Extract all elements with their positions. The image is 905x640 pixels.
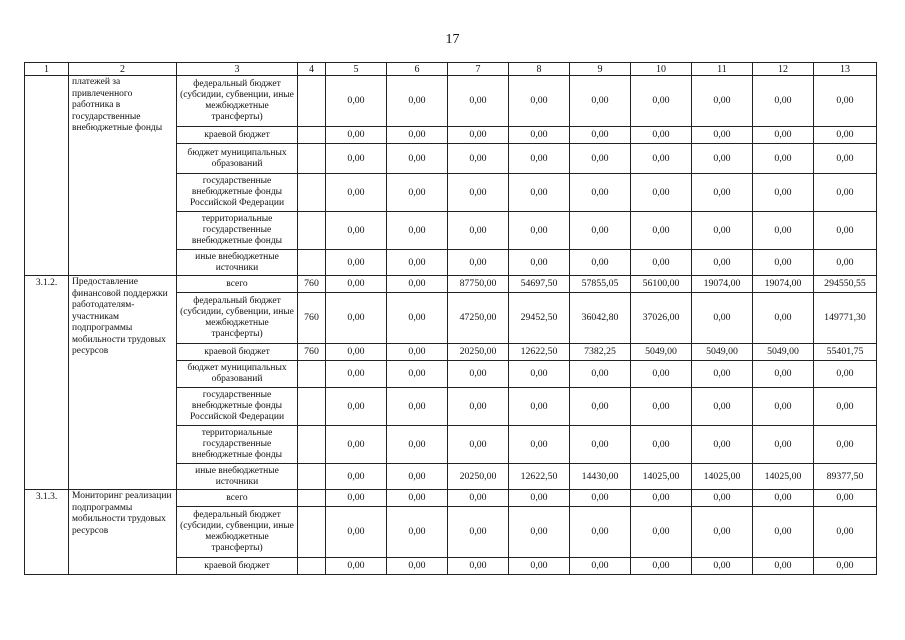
cell-col-7: 0,00 bbox=[448, 144, 509, 174]
item-name: Предоставление финансовой поддержки работодателям-участникам подпрограммы мобильности трудовых ресурсов bbox=[69, 276, 177, 490]
cell-col-12: 0,00 bbox=[753, 361, 814, 388]
cell-col-7: 0,00 bbox=[448, 76, 509, 127]
cell-col-4 bbox=[298, 361, 326, 388]
cell-col-10: 0,00 bbox=[631, 76, 692, 127]
funding-source: краевой бюджет bbox=[177, 127, 298, 144]
cell-col-8: 0,00 bbox=[509, 212, 570, 250]
column-header-6: 6 bbox=[387, 63, 448, 76]
cell-col-4 bbox=[298, 558, 326, 575]
cell-col-11: 0,00 bbox=[692, 426, 753, 464]
header-row bbox=[25, 63, 877, 76]
cell-col-6: 0,00 bbox=[387, 127, 448, 144]
cell-col-9: 57855,05 bbox=[570, 276, 631, 293]
cell-col-12: 0,00 bbox=[753, 250, 814, 276]
cell-col-12: 5049,00 bbox=[753, 344, 814, 361]
cell-col-8: 0,00 bbox=[509, 426, 570, 464]
cell-col-6: 0,00 bbox=[387, 361, 448, 388]
cell-col-8: 0,00 bbox=[509, 250, 570, 276]
cell-col-8: 0,00 bbox=[509, 388, 570, 426]
cell-col-5: 0,00 bbox=[326, 490, 387, 507]
cell-col-6: 0,00 bbox=[387, 212, 448, 250]
cell-col-13: 0,00 bbox=[814, 127, 877, 144]
cell-col-9: 0,00 bbox=[570, 507, 631, 558]
cell-col-9: 0,00 bbox=[570, 426, 631, 464]
cell-col-6: 0,00 bbox=[387, 388, 448, 426]
cell-col-4 bbox=[298, 250, 326, 276]
funding-source: территориальные государственные внебюджетные фонды bbox=[177, 212, 298, 250]
cell-col-4 bbox=[298, 464, 326, 490]
funding-source: иные внебюджетные источники bbox=[177, 464, 298, 490]
column-header-13: 13 bbox=[814, 63, 877, 76]
cell-col-4 bbox=[298, 76, 326, 127]
cell-col-9: 0,00 bbox=[570, 388, 631, 426]
cell-col-4 bbox=[298, 507, 326, 558]
cell-col-13: 0,00 bbox=[814, 490, 877, 507]
cell-col-9: 0,00 bbox=[570, 490, 631, 507]
cell-col-10: 0,00 bbox=[631, 490, 692, 507]
cell-col-8: 0,00 bbox=[509, 76, 570, 127]
cell-col-7: 47250,00 bbox=[448, 293, 509, 344]
cell-col-12: 0,00 bbox=[753, 558, 814, 575]
cell-col-6: 0,00 bbox=[387, 490, 448, 507]
table-row bbox=[25, 76, 877, 127]
cell-col-13: 0,00 bbox=[814, 558, 877, 575]
cell-col-10: 0,00 bbox=[631, 144, 692, 174]
cell-col-12: 0,00 bbox=[753, 174, 814, 212]
funding-source: федеральный бюджет (субсидии, субвенции, иные межбюджетные трансферты) bbox=[177, 76, 298, 127]
cell-col-5: 0,00 bbox=[326, 507, 387, 558]
cell-col-4 bbox=[298, 490, 326, 507]
cell-col-5: 0,00 bbox=[326, 293, 387, 344]
cell-col-11: 0,00 bbox=[692, 212, 753, 250]
cell-col-9: 0,00 bbox=[570, 361, 631, 388]
cell-col-6: 0,00 bbox=[387, 293, 448, 344]
funding-source: территориальные государственные внебюджетные фонды bbox=[177, 426, 298, 464]
cell-col-7: 0,00 bbox=[448, 490, 509, 507]
cell-col-11: 0,00 bbox=[692, 174, 753, 212]
cell-col-8: 29452,50 bbox=[509, 293, 570, 344]
cell-col-7: 0,00 bbox=[448, 558, 509, 575]
cell-col-11: 0,00 bbox=[692, 293, 753, 344]
cell-col-10: 0,00 bbox=[631, 174, 692, 212]
funding-source: федеральный бюджет (субсидии, субвенции, иные межбюджетные трансферты) bbox=[177, 507, 298, 558]
funding-source: краевой бюджет bbox=[177, 558, 298, 575]
cell-col-4: 760 bbox=[298, 276, 326, 293]
cell-col-10: 0,00 bbox=[631, 212, 692, 250]
cell-col-12: 0,00 bbox=[753, 293, 814, 344]
table-row bbox=[25, 276, 877, 293]
funding-source: бюджет муниципальных образований bbox=[177, 144, 298, 174]
budget-table bbox=[24, 62, 877, 575]
cell-col-4 bbox=[298, 174, 326, 212]
cell-col-13: 149771,30 bbox=[814, 293, 877, 344]
column-header-12: 12 bbox=[753, 63, 814, 76]
cell-col-12: 0,00 bbox=[753, 507, 814, 558]
cell-col-4 bbox=[298, 426, 326, 464]
cell-col-6: 0,00 bbox=[387, 344, 448, 361]
cell-col-10: 0,00 bbox=[631, 127, 692, 144]
item-name: Мониторинг реализации подпрограммы мобильности трудовых ресурсов bbox=[69, 490, 177, 575]
cell-col-12: 0,00 bbox=[753, 144, 814, 174]
column-header-7: 7 bbox=[448, 63, 509, 76]
cell-col-9: 0,00 bbox=[570, 144, 631, 174]
cell-col-13: 0,00 bbox=[814, 144, 877, 174]
item-code: 3.1.2. bbox=[25, 276, 69, 490]
funding-source: иные внебюджетные источники bbox=[177, 250, 298, 276]
cell-col-10: 56100,00 bbox=[631, 276, 692, 293]
cell-col-13: 0,00 bbox=[814, 76, 877, 127]
cell-col-13: 0,00 bbox=[814, 174, 877, 212]
cell-col-6: 0,00 bbox=[387, 174, 448, 212]
page-number: 17 bbox=[445, 32, 460, 47]
column-header-5: 5 bbox=[326, 63, 387, 76]
cell-col-10: 14025,00 bbox=[631, 464, 692, 490]
column-header-4: 4 bbox=[298, 63, 326, 76]
cell-col-12: 14025,00 bbox=[753, 464, 814, 490]
cell-col-8: 0,00 bbox=[509, 558, 570, 575]
cell-col-11: 0,00 bbox=[692, 507, 753, 558]
cell-col-6: 0,00 bbox=[387, 250, 448, 276]
cell-col-7: 0,00 bbox=[448, 212, 509, 250]
cell-col-9: 0,00 bbox=[570, 250, 631, 276]
cell-col-11: 0,00 bbox=[692, 361, 753, 388]
cell-col-4: 760 bbox=[298, 293, 326, 344]
cell-col-5: 0,00 bbox=[326, 127, 387, 144]
cell-col-9: 7382,25 bbox=[570, 344, 631, 361]
cell-col-11: 0,00 bbox=[692, 558, 753, 575]
cell-col-10: 0,00 bbox=[631, 361, 692, 388]
cell-col-5: 0,00 bbox=[326, 388, 387, 426]
cell-col-11: 5049,00 bbox=[692, 344, 753, 361]
cell-col-5: 0,00 bbox=[326, 212, 387, 250]
cell-col-13: 0,00 bbox=[814, 250, 877, 276]
cell-col-6: 0,00 bbox=[387, 76, 448, 127]
cell-col-4: 760 bbox=[298, 344, 326, 361]
cell-col-10: 37026,00 bbox=[631, 293, 692, 344]
cell-col-12: 0,00 bbox=[753, 426, 814, 464]
cell-col-11: 0,00 bbox=[692, 144, 753, 174]
cell-col-7: 0,00 bbox=[448, 507, 509, 558]
cell-col-6: 0,00 bbox=[387, 558, 448, 575]
cell-col-6: 0,00 bbox=[387, 426, 448, 464]
funding-source: всего bbox=[177, 490, 298, 507]
cell-col-4 bbox=[298, 212, 326, 250]
cell-col-7: 0,00 bbox=[448, 127, 509, 144]
cell-col-8: 0,00 bbox=[509, 127, 570, 144]
cell-col-5: 0,00 bbox=[326, 276, 387, 293]
cell-col-13: 0,00 bbox=[814, 507, 877, 558]
cell-col-9: 0,00 bbox=[570, 127, 631, 144]
cell-col-6: 0,00 bbox=[387, 507, 448, 558]
cell-col-10: 0,00 bbox=[631, 558, 692, 575]
cell-col-8: 0,00 bbox=[509, 361, 570, 388]
cell-col-4 bbox=[298, 388, 326, 426]
cell-col-13: 294550,55 bbox=[814, 276, 877, 293]
cell-col-10: 0,00 bbox=[631, 388, 692, 426]
cell-col-11: 0,00 bbox=[692, 127, 753, 144]
cell-col-5: 0,00 bbox=[326, 361, 387, 388]
cell-col-8: 12622,50 bbox=[509, 344, 570, 361]
cell-col-8: 0,00 bbox=[509, 144, 570, 174]
funding-source: бюджет муниципальных образований bbox=[177, 361, 298, 388]
cell-col-9: 0,00 bbox=[570, 174, 631, 212]
cell-col-8: 54697,50 bbox=[509, 276, 570, 293]
cell-col-5: 0,00 bbox=[326, 144, 387, 174]
cell-col-11: 19074,00 bbox=[692, 276, 753, 293]
cell-col-11: 14025,00 bbox=[692, 464, 753, 490]
cell-col-4 bbox=[298, 127, 326, 144]
cell-col-12: 19074,00 bbox=[753, 276, 814, 293]
cell-col-6: 0,00 bbox=[387, 276, 448, 293]
cell-col-5: 0,00 bbox=[326, 344, 387, 361]
cell-col-12: 0,00 bbox=[753, 490, 814, 507]
item-code: 3.1.3. bbox=[25, 490, 69, 575]
cell-col-9: 14430,00 bbox=[570, 464, 631, 490]
cell-col-12: 0,00 bbox=[753, 388, 814, 426]
cell-col-11: 0,00 bbox=[692, 388, 753, 426]
cell-col-13: 89377,50 bbox=[814, 464, 877, 490]
cell-col-5: 0,00 bbox=[326, 250, 387, 276]
item-name: платежей за привлеченного работника в государственные внебюджетные фонды bbox=[69, 76, 177, 276]
cell-col-13: 0,00 bbox=[814, 388, 877, 426]
cell-col-6: 0,00 bbox=[387, 144, 448, 174]
cell-col-7: 0,00 bbox=[448, 388, 509, 426]
cell-col-12: 0,00 bbox=[753, 76, 814, 127]
cell-col-12: 0,00 bbox=[753, 127, 814, 144]
table-row bbox=[25, 490, 877, 507]
cell-col-4 bbox=[298, 144, 326, 174]
column-header-9: 9 bbox=[570, 63, 631, 76]
cell-col-7: 0,00 bbox=[448, 426, 509, 464]
cell-col-10: 0,00 bbox=[631, 250, 692, 276]
column-header-10: 10 bbox=[631, 63, 692, 76]
cell-col-9: 0,00 bbox=[570, 212, 631, 250]
funding-source: государственные внебюджетные фонды Российской Федерации bbox=[177, 174, 298, 212]
cell-col-9: 0,00 bbox=[570, 76, 631, 127]
cell-col-7: 20250,00 bbox=[448, 464, 509, 490]
column-header-3: 3 bbox=[177, 63, 298, 76]
cell-col-6: 0,00 bbox=[387, 464, 448, 490]
funding-source: всего bbox=[177, 276, 298, 293]
cell-col-11: 0,00 bbox=[692, 490, 753, 507]
column-header-11: 11 bbox=[692, 63, 753, 76]
cell-col-8: 12622,50 bbox=[509, 464, 570, 490]
cell-col-5: 0,00 bbox=[326, 464, 387, 490]
cell-col-9: 0,00 bbox=[570, 558, 631, 575]
table-body bbox=[25, 63, 877, 575]
funding-source: краевой бюджет bbox=[177, 344, 298, 361]
cell-col-5: 0,00 bbox=[326, 426, 387, 464]
cell-col-7: 20250,00 bbox=[448, 344, 509, 361]
cell-col-13: 55401,75 bbox=[814, 344, 877, 361]
cell-col-13: 0,00 bbox=[814, 361, 877, 388]
cell-col-10: 0,00 bbox=[631, 426, 692, 464]
column-header-2: 2 bbox=[69, 63, 177, 76]
funding-source: государственные внебюджетные фонды Российской Федерации bbox=[177, 388, 298, 426]
cell-col-10: 0,00 bbox=[631, 507, 692, 558]
column-header-8: 8 bbox=[509, 63, 570, 76]
cell-col-8: 0,00 bbox=[509, 507, 570, 558]
cell-col-9: 36042,80 bbox=[570, 293, 631, 344]
cell-col-11: 0,00 bbox=[692, 76, 753, 127]
cell-col-5: 0,00 bbox=[326, 558, 387, 575]
cell-col-8: 0,00 bbox=[509, 174, 570, 212]
item-code bbox=[25, 76, 69, 276]
cell-col-7: 0,00 bbox=[448, 361, 509, 388]
cell-col-13: 0,00 bbox=[814, 212, 877, 250]
cell-col-7: 87750,00 bbox=[448, 276, 509, 293]
cell-col-12: 0,00 bbox=[753, 212, 814, 250]
column-header-1: 1 bbox=[25, 63, 69, 76]
cell-col-7: 0,00 bbox=[448, 174, 509, 212]
cell-col-13: 0,00 bbox=[814, 426, 877, 464]
cell-col-10: 5049,00 bbox=[631, 344, 692, 361]
cell-col-7: 0,00 bbox=[448, 250, 509, 276]
funding-source: федеральный бюджет (субсидии, субвенции, иные межбюджетные трансферты) bbox=[177, 293, 298, 344]
cell-col-5: 0,00 bbox=[326, 76, 387, 127]
cell-col-5: 0,00 bbox=[326, 174, 387, 212]
cell-col-8: 0,00 bbox=[509, 490, 570, 507]
cell-col-11: 0,00 bbox=[692, 250, 753, 276]
